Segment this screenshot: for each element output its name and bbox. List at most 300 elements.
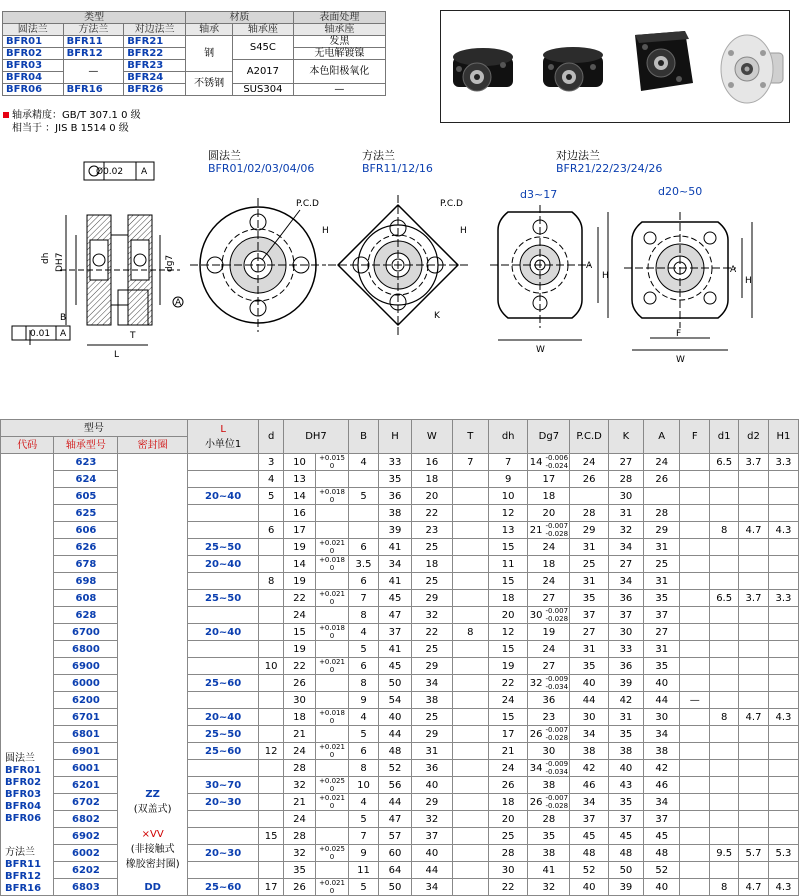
B-cell: 5 <box>349 488 379 505</box>
Dg7-cell <box>528 539 570 556</box>
A-cell: 42 <box>644 760 680 777</box>
dim-dg7: dg7 <box>165 254 175 272</box>
L-cell <box>187 522 259 539</box>
range-d20-50: d20~50 <box>658 185 703 198</box>
dim-H-small: H <box>602 271 609 281</box>
Dg7-value: 36 <box>542 694 556 706</box>
A-cell: 44 <box>644 692 680 709</box>
header-T: T <box>452 420 488 454</box>
bearing-model-cell: 6800 <box>54 641 118 658</box>
K-cell: 43 <box>608 777 643 794</box>
opposite-flange-large-view <box>624 212 752 350</box>
H1-cell <box>768 811 798 828</box>
code-cell: BFR12 <box>63 48 124 60</box>
W-cell: 32 <box>412 811 453 828</box>
d-cell <box>259 675 284 692</box>
PCD-cell: 37 <box>570 607 608 624</box>
F-cell <box>680 624 710 641</box>
L-cell: 20~30 <box>187 845 259 862</box>
T-cell <box>452 607 488 624</box>
d2-cell <box>739 760 769 777</box>
code-cell: BFR02 <box>3 48 64 60</box>
d2-cell <box>739 641 769 658</box>
T-cell <box>452 794 488 811</box>
d-cell <box>259 624 284 641</box>
bearing-model-cell: 678 <box>54 556 118 573</box>
header-L-unit: 小单位1 <box>204 438 242 450</box>
PCD-cell: 48 <box>570 845 608 862</box>
DH7-cell: 19 <box>283 641 315 658</box>
T-cell <box>452 760 488 777</box>
product-photo-square-black <box>543 47 603 91</box>
L-cell <box>187 862 259 879</box>
dh-cell: 12 <box>488 505 528 522</box>
square-flange-code: BFR12 <box>5 871 42 882</box>
W-cell: 34 <box>412 675 453 692</box>
Dg7-value: 32 <box>529 678 543 689</box>
d2-cell <box>739 675 769 692</box>
Dg7-value: 24 <box>542 541 556 553</box>
W-cell: 23 <box>412 522 453 539</box>
spec-table <box>0 419 799 896</box>
K-cell: 50 <box>608 862 643 879</box>
dim-B: B <box>60 313 67 323</box>
Dg7-value: 35 <box>542 830 556 842</box>
A-cell: 37 <box>644 607 680 624</box>
dim-H-round: H <box>322 226 329 236</box>
B-cell: 7 <box>349 828 379 845</box>
A-cell: 35 <box>644 590 680 607</box>
Dg7-cell <box>528 811 570 828</box>
dim-H-large: H <box>745 276 752 286</box>
perp-value: 0.01 <box>30 329 51 339</box>
header-round-flange: 圆法兰 <box>3 24 64 36</box>
K-cell: 36 <box>608 590 643 607</box>
Dg7-value: 20 <box>542 507 556 519</box>
d-cell <box>259 760 284 777</box>
d1-cell <box>710 760 739 777</box>
DH7-cell: 15 <box>283 624 315 641</box>
bearing-model-cell: 6001 <box>54 760 118 777</box>
d1-cell: 8 <box>710 709 739 726</box>
d-cell <box>259 726 284 743</box>
K-cell: 27 <box>608 454 643 471</box>
A-cell: 40 <box>644 879 680 896</box>
H1-cell <box>768 488 798 505</box>
d1-cell: 8 <box>710 879 739 896</box>
d1-cell <box>710 743 739 760</box>
DH7-tol-cell <box>315 862 348 879</box>
T-cell <box>452 743 488 760</box>
bearing-stainless: 不锈钢 <box>186 72 233 96</box>
d1-cell <box>710 471 739 488</box>
DH7-tol-cell: +0.021 0 <box>315 743 348 760</box>
H-cell: 33 <box>378 454 411 471</box>
d1-cell <box>710 556 739 573</box>
d2-cell <box>739 658 769 675</box>
d2-cell <box>739 862 769 879</box>
H1-cell <box>768 743 798 760</box>
datum-a-2: A <box>60 329 67 339</box>
red-square-icon <box>3 112 9 118</box>
B-cell <box>349 505 379 522</box>
code-cell: BFR16 <box>63 84 124 96</box>
d-cell: 10 <box>259 658 284 675</box>
DH7-cell: 18 <box>283 709 315 726</box>
DH7-tol-cell <box>315 641 348 658</box>
product-photo-round-black <box>453 48 513 91</box>
header-d1: d1 <box>710 420 739 454</box>
L-cell <box>187 760 259 777</box>
square-flange-view <box>328 195 468 335</box>
Dg7-cell <box>528 794 570 811</box>
F-cell <box>680 641 710 658</box>
DH7-cell: 32 <box>283 845 315 862</box>
round-flange-view <box>190 198 326 332</box>
Dg7-cell <box>528 658 570 675</box>
T-cell <box>452 777 488 794</box>
T-cell: 8 <box>452 624 488 641</box>
Dg7-value: 14 <box>529 457 543 468</box>
Dg7-tolerance: -0.009 -0.034 <box>545 760 569 776</box>
K-cell: 34 <box>608 539 643 556</box>
PCD-cell: 24 <box>570 454 608 471</box>
W-cell: 25 <box>412 573 453 590</box>
dim-W-large: W <box>676 355 685 365</box>
W-cell: 20 <box>412 488 453 505</box>
Dg7-value: 18 <box>542 558 556 570</box>
d1-cell <box>710 862 739 879</box>
dh-cell: 26 <box>488 777 528 794</box>
DH7-cell: 21 <box>283 794 315 811</box>
bearing-model-cell: 6201 <box>54 777 118 794</box>
H1-cell <box>768 641 798 658</box>
datum-a: A <box>141 167 148 177</box>
H1-cell: 3.3 <box>768 590 798 607</box>
W-cell: 44 <box>412 862 453 879</box>
W-cell: 38 <box>412 692 453 709</box>
dh-cell: 21 <box>488 743 528 760</box>
DH7-tol-cell: +0.021 0 <box>315 879 348 896</box>
H-cell: 37 <box>378 624 411 641</box>
d2-cell <box>739 556 769 573</box>
Dg7-value: 30 <box>529 610 543 621</box>
DH7-cell: 30 <box>283 692 315 709</box>
PCD-cell: 35 <box>570 658 608 675</box>
H1-cell <box>768 828 798 845</box>
W-cell: 16 <box>412 454 453 471</box>
W-cell: 18 <box>412 471 453 488</box>
Dg7-cell <box>528 641 570 658</box>
B-cell: 5 <box>349 811 379 828</box>
A-cell: 52 <box>644 862 680 879</box>
header-dh: dh <box>488 420 528 454</box>
product-photo-round-silver <box>721 35 783 103</box>
H-cell: 48 <box>378 743 411 760</box>
header-bearing-seat: 轴承座 <box>233 24 294 36</box>
DH7-cell: 14 <box>283 556 315 573</box>
F-cell <box>680 556 710 573</box>
PCD-cell: 25 <box>570 556 608 573</box>
H1-cell: 4.3 <box>768 522 798 539</box>
header-H: H <box>378 420 411 454</box>
seal-vv-desc-2: 橡胶密封圈) <box>125 859 180 870</box>
bearing-model-cell: 6702 <box>54 794 118 811</box>
d-cell <box>259 505 284 522</box>
DH7-tol-cell <box>315 828 348 845</box>
DH7-tol-cell <box>315 573 348 590</box>
d-cell: 6 <box>259 522 284 539</box>
B-cell: 5 <box>349 879 379 896</box>
Dg7-value: 30 <box>542 745 556 757</box>
header-K: K <box>608 420 643 454</box>
bearing-model-cell: 6000 <box>54 675 118 692</box>
F-cell <box>680 726 710 743</box>
H-cell: 64 <box>378 862 411 879</box>
Dg7-cell <box>528 845 570 862</box>
DH7-tol-cell: +0.018 0 <box>315 624 348 641</box>
T-cell <box>452 556 488 573</box>
square-flange-code: BFR11 <box>5 859 42 870</box>
Dg7-value: 28 <box>542 813 556 825</box>
Dg7-value: 32 <box>542 881 556 893</box>
round-flange-code: BFR04 <box>5 801 42 812</box>
T-cell <box>452 471 488 488</box>
header-bearing-seat-2: 轴承座 <box>293 24 385 36</box>
square-flange-label: 方法兰 <box>5 847 35 858</box>
DH7-cell: 10 <box>283 454 315 471</box>
Dg7-cell <box>528 675 570 692</box>
DH7-tol-cell: +0.021 0 <box>315 539 348 556</box>
d-cell: 15 <box>259 828 284 845</box>
W-cell: 40 <box>412 777 453 794</box>
DH7-cell: 13 <box>283 471 315 488</box>
A-cell: 24 <box>644 454 680 471</box>
L-cell <box>187 573 259 590</box>
L-cell: 25~60 <box>187 743 259 760</box>
d2-cell <box>739 624 769 641</box>
Dg7-value: 41 <box>542 864 556 876</box>
K-cell: 35 <box>608 794 643 811</box>
bearing-model-cell: 623 <box>54 454 118 471</box>
bearing-model-cell: 6802 <box>54 811 118 828</box>
header-code: 代码 <box>1 437 54 454</box>
dh-cell: 20 <box>488 811 528 828</box>
d-cell: 12 <box>259 743 284 760</box>
d-cell <box>259 539 284 556</box>
code-cell: BFR11 <box>63 36 124 48</box>
L-cell: 25~50 <box>187 726 259 743</box>
header-DH7: DH7 <box>283 420 348 454</box>
T-cell <box>452 590 488 607</box>
Dg7-cell <box>528 828 570 845</box>
d2-cell <box>739 743 769 760</box>
K-cell: 30 <box>608 624 643 641</box>
W-cell: 37 <box>412 828 453 845</box>
W-cell: 22 <box>412 624 453 641</box>
surface-black: 发黑 <box>293 36 385 48</box>
bearing-model-cell: 6700 <box>54 624 118 641</box>
dh-cell: 25 <box>488 828 528 845</box>
Dg7-value: 38 <box>542 779 556 791</box>
L-cell: 25~60 <box>187 879 259 896</box>
H-cell: 44 <box>378 794 411 811</box>
A-cell: 48 <box>644 845 680 862</box>
L-cell <box>187 505 259 522</box>
W-cell: 36 <box>412 760 453 777</box>
Dg7-value: 18 <box>542 490 556 502</box>
H-cell: 60 <box>378 845 411 862</box>
T-cell <box>452 828 488 845</box>
PCD-cell: 45 <box>570 828 608 845</box>
H1-cell: 4.3 <box>768 709 798 726</box>
d1-cell <box>710 692 739 709</box>
bearing-model-cell: 6803 <box>54 879 118 896</box>
bearing-model-cell: 625 <box>54 505 118 522</box>
bearing-model-cell: 6900 <box>54 658 118 675</box>
PCD-cell: 40 <box>570 675 608 692</box>
header-bearing-model: 轴承型号 <box>54 437 118 454</box>
bearing-model-cell: 6200 <box>54 692 118 709</box>
K-cell: 37 <box>608 811 643 828</box>
L-cell: 20~40 <box>187 488 259 505</box>
DH7-tol-cell: +0.021 0 <box>315 658 348 675</box>
K-cell: 39 <box>608 879 643 896</box>
T-cell <box>452 692 488 709</box>
pcd-label-square: P.C.D <box>440 199 463 209</box>
W-cell: 29 <box>412 658 453 675</box>
Dg7-cell <box>528 709 570 726</box>
B-cell: 6 <box>349 658 379 675</box>
product-photos <box>440 10 790 123</box>
DH7-tol-cell <box>315 726 348 743</box>
DH7-cell: 28 <box>283 760 315 777</box>
header-bearing: 轴承 <box>186 24 233 36</box>
Dg7-value: 24 <box>542 643 556 655</box>
T-cell <box>452 573 488 590</box>
PCD-cell: 29 <box>570 522 608 539</box>
d-cell: 17 <box>259 879 284 896</box>
B-cell: 6 <box>349 573 379 590</box>
header-surface: 表面处理 <box>293 12 385 24</box>
round-flange-code: BFR02 <box>5 777 42 788</box>
Dg7-cell <box>528 573 570 590</box>
F-cell <box>680 522 710 539</box>
B-cell: 9 <box>349 845 379 862</box>
H-cell: 54 <box>378 692 411 709</box>
W-cell: 25 <box>412 709 453 726</box>
Dg7-tolerance: -0.007 -0.028 <box>545 794 569 810</box>
d2-cell <box>739 692 769 709</box>
L-cell <box>187 658 259 675</box>
dh-cell: 10 <box>488 488 528 505</box>
round-flange-code: BFR01 <box>5 765 42 776</box>
dh-cell: 18 <box>488 794 528 811</box>
d-cell: 4 <box>259 471 284 488</box>
dim-DH7: DH7 <box>55 252 65 272</box>
H-cell: 45 <box>378 590 411 607</box>
H-cell: 41 <box>378 641 411 658</box>
A-cell: 26 <box>644 471 680 488</box>
T-cell <box>452 505 488 522</box>
Dg7-tolerance: -0.007 -0.028 <box>545 522 569 538</box>
K-cell: 36 <box>608 658 643 675</box>
F-cell <box>680 658 710 675</box>
Dg7-cell <box>528 454 570 471</box>
flatness-value: Ø0.02 <box>96 167 124 177</box>
d-cell <box>259 641 284 658</box>
round-flange-code: BFR03 <box>5 789 42 800</box>
dh-cell: 9 <box>488 471 528 488</box>
seat-s45c: S45C <box>233 36 294 60</box>
W-cell: 22 <box>412 505 453 522</box>
header-square-flange: 方法兰 <box>63 24 124 36</box>
d1-cell <box>710 505 739 522</box>
bearing-model-cell: 6902 <box>54 828 118 845</box>
DH7-cell: 26 <box>283 675 315 692</box>
header-L-letter: L <box>220 423 226 435</box>
DH7-cell: 22 <box>283 658 315 675</box>
equivalent-note: 相当于 ：JIS B 1514 0 级 <box>12 123 129 134</box>
dim-L: L <box>114 350 120 360</box>
Dg7-tolerance: -0.007 -0.028 <box>545 607 569 623</box>
DH7-tol-cell <box>315 471 348 488</box>
code-cell: — <box>63 60 124 84</box>
Dg7-cell <box>528 505 570 522</box>
d2-cell <box>739 828 769 845</box>
DH7-cell: 19 <box>283 573 315 590</box>
dim-A-small: A <box>586 261 593 271</box>
side-section-view <box>12 162 183 345</box>
Dg7-value: 38 <box>542 847 556 859</box>
K-cell: 30 <box>608 488 643 505</box>
seal-dd: DD <box>144 882 161 893</box>
d1-cell <box>710 624 739 641</box>
B-cell: 6 <box>349 743 379 760</box>
pcd-label-round: P.C.D <box>296 199 319 209</box>
A-cell: 45 <box>644 828 680 845</box>
F-cell <box>680 760 710 777</box>
H1-cell <box>768 692 798 709</box>
technical-drawings <box>0 150 800 415</box>
header-A: A <box>644 420 680 454</box>
DH7-cell: 26 <box>283 879 315 896</box>
bearing-model-cell: 605 <box>54 488 118 505</box>
PCD-cell: 40 <box>570 879 608 896</box>
side-code-column <box>1 454 54 896</box>
K-cell: 27 <box>608 556 643 573</box>
header-d: d <box>259 420 284 454</box>
F-cell <box>680 675 710 692</box>
F-cell <box>680 539 710 556</box>
Dg7-cell <box>528 760 570 777</box>
Dg7-tolerance: -0.006 -0.024 <box>545 454 569 470</box>
H1-cell <box>768 539 798 556</box>
K-cell: 42 <box>608 692 643 709</box>
bearing-model-cell: 6002 <box>54 845 118 862</box>
side-spacer <box>5 825 53 847</box>
product-photo-opposite-black <box>635 31 693 91</box>
dh-cell: 28 <box>488 845 528 862</box>
Dg7-cell <box>528 692 570 709</box>
Dg7-cell <box>528 777 570 794</box>
dh-cell: 13 <box>488 522 528 539</box>
surface-anodize: 本色阳极氧化 <box>293 60 385 84</box>
PCD-cell <box>570 488 608 505</box>
H1-cell: 5.3 <box>768 845 798 862</box>
code-cell: BFR01 <box>3 36 64 48</box>
L-cell <box>187 641 259 658</box>
